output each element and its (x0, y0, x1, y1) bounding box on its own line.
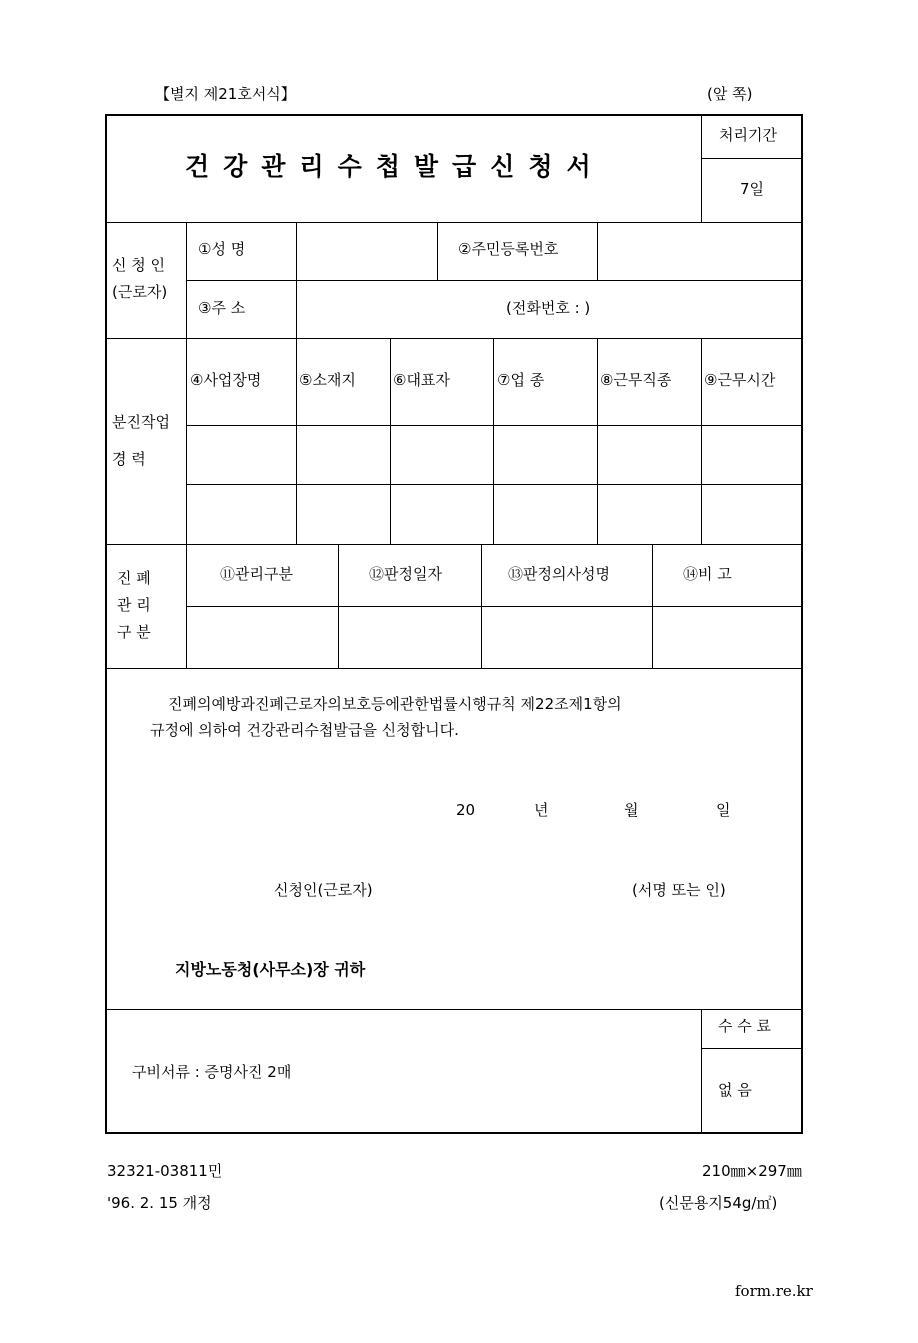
signature-placeholder: (서명 또는 인) (632, 881, 726, 899)
management-column-header: ⑫판정일자 (369, 565, 442, 583)
divider (701, 1048, 803, 1049)
divider (106, 222, 803, 223)
management-column-header: ⑭비 고 (683, 565, 732, 583)
form-title: 건강관리수첩발급신청서 (185, 152, 605, 181)
divider (106, 1009, 803, 1010)
management-section-label: 구 분 (117, 623, 151, 641)
divider (701, 1009, 702, 1134)
processing-period-value: 7일 (740, 180, 765, 198)
divider (701, 338, 702, 544)
divider (186, 425, 803, 426)
career-column-header: ⑧근무직종 (600, 371, 672, 389)
form-number: 【별지 제21호서식】 (155, 85, 296, 103)
phone-label: (전화번호 : ) (506, 299, 591, 317)
form-code: 32321-03811민 (107, 1162, 223, 1180)
career-column-header: ④사업장명 (190, 371, 262, 389)
career-column-header: ⑦업 종 (497, 371, 545, 389)
site-watermark: form.re.kr (735, 1282, 813, 1300)
divider (106, 668, 803, 669)
revision-date: '96. 2. 15 개정 (107, 1194, 212, 1212)
rrn-label: ②주민등록번호 (458, 240, 559, 258)
divider (597, 222, 598, 280)
divider (390, 338, 391, 544)
recipient: 지방노동청(사무소)장 귀하 (175, 960, 366, 979)
career-column-header: ⑥대표자 (393, 371, 450, 389)
divider (701, 115, 702, 222)
divider (186, 606, 803, 607)
career-column-header: ⑤소재지 (299, 371, 356, 389)
fee-value: 없 음 (718, 1081, 752, 1099)
applicant-section-label: 신 청 인 (112, 256, 166, 274)
divider (597, 338, 598, 544)
divider (493, 338, 494, 544)
divider (106, 544, 803, 545)
date-day-unit: 일 (716, 801, 731, 819)
date-month-unit: 월 (624, 801, 639, 819)
processing-period-label: 처리기간 (719, 126, 777, 144)
name-label: ①성 명 (198, 240, 246, 258)
statement-line: 진폐의예방과진폐근로자의보호등에관한법률시행규칙 제22조제1항의 (168, 695, 622, 713)
divider (186, 484, 803, 485)
statement-line: 규정에 의하여 건강관리수첩발급을 신청합니다. (150, 721, 459, 739)
fee-label: 수 수 료 (718, 1017, 772, 1035)
paper-size: 210㎜×297㎜ (702, 1162, 802, 1180)
career-section-sublabel: 경 력 (112, 450, 146, 468)
career-section-label: 분진작업 (112, 413, 170, 431)
management-column-header: ⑪관리구분 (220, 565, 293, 583)
divider (701, 158, 803, 159)
paper-spec: (신문용지54g/㎡) (659, 1194, 778, 1212)
divider (437, 222, 438, 280)
applicant-signature-label: 신청인(근로자) (274, 881, 373, 899)
career-column-header: ⑨근무시간 (704, 371, 776, 389)
applicant-section-sublabel: (근로자) (112, 283, 168, 301)
management-column-header: ⑬판정의사성명 (508, 565, 610, 583)
address-label: ③주 소 (198, 299, 246, 317)
divider (186, 222, 187, 668)
required-documents: 구비서류 : 증명사진 2매 (132, 1063, 292, 1081)
management-section-label: 진 폐 (117, 569, 151, 587)
divider (106, 338, 803, 339)
divider (186, 280, 803, 281)
page-side-label: (앞 쪽) (707, 85, 753, 103)
form-frame (105, 114, 803, 1134)
date-year: 20 (456, 801, 476, 819)
management-section-label: 관 리 (117, 596, 151, 614)
divider (296, 338, 297, 544)
date-year-unit: 년 (534, 801, 549, 819)
